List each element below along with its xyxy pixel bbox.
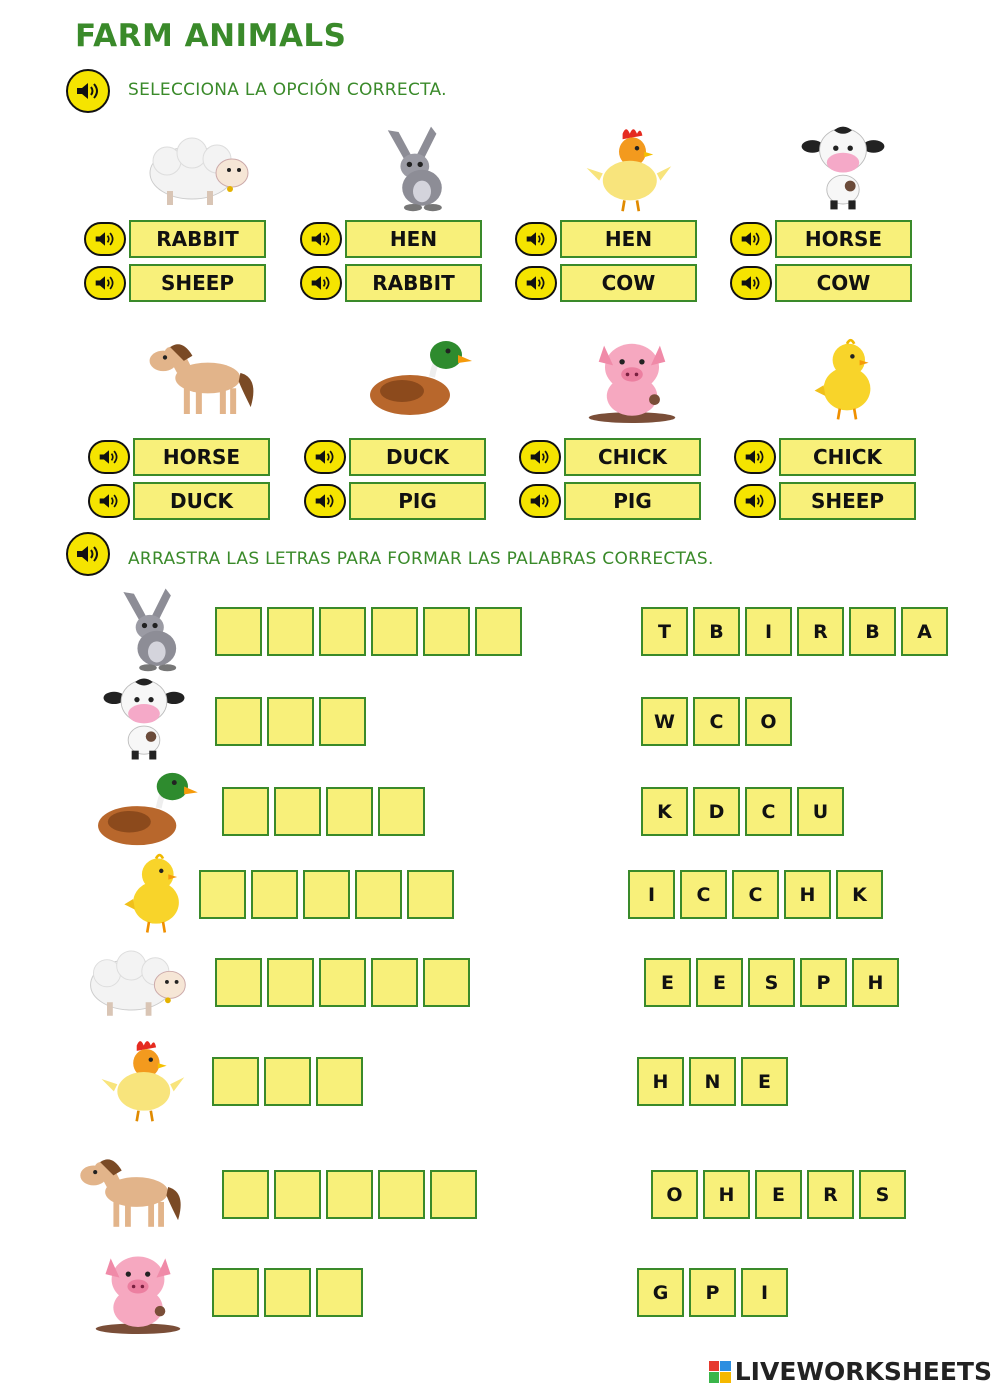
answer-slot[interactable] [264, 1268, 311, 1317]
speaker-icon[interactable] [66, 532, 110, 576]
speaker-icon[interactable] [84, 266, 126, 300]
duck-picture [84, 763, 204, 855]
cow-picture [775, 122, 910, 214]
letter-tile[interactable]: E [644, 958, 691, 1007]
option-pig-button[interactable]: PIG [349, 482, 486, 520]
answer-slot[interactable] [303, 870, 350, 919]
cow-picture [84, 673, 204, 765]
horse-picture [133, 332, 268, 424]
chick-icon [787, 333, 907, 423]
option-pig-button[interactable]: PIG [564, 482, 701, 520]
option-chick-button[interactable]: CHICK [779, 438, 916, 476]
option-horse-button[interactable]: HORSE [133, 438, 270, 476]
answer-slot[interactable] [215, 607, 262, 656]
answer-slot[interactable] [423, 958, 470, 1007]
option-duck-button[interactable]: DUCK [349, 438, 486, 476]
option-sheep-button[interactable]: SHEEP [779, 482, 916, 520]
speaker-icon[interactable] [300, 222, 342, 256]
hen-icon [568, 123, 688, 213]
answer-slot[interactable] [430, 1170, 477, 1219]
letter-tile[interactable]: B [693, 607, 740, 656]
sheep-icon [78, 936, 194, 1024]
rabbit-icon [90, 585, 206, 673]
answer-slot[interactable] [215, 697, 262, 746]
option-horse-button[interactable]: HORSE [775, 220, 912, 258]
letter-tile[interactable]: I [628, 870, 675, 919]
answer-slot[interactable] [222, 1170, 269, 1219]
pig-picture [78, 1244, 198, 1336]
pig-icon [80, 1246, 196, 1334]
letter-tile[interactable]: N [689, 1057, 736, 1106]
hen-picture [82, 1033, 202, 1125]
speaker-icon[interactable] [730, 266, 772, 300]
hen-picture [560, 122, 695, 214]
answer-slot[interactable] [267, 607, 314, 656]
answer-slot[interactable] [371, 958, 418, 1007]
logo-mark-icon [709, 1361, 731, 1383]
letter-tile[interactable]: C [732, 870, 779, 919]
answer-slot[interactable] [319, 607, 366, 656]
answer-slot[interactable] [319, 958, 366, 1007]
answer-slot[interactable] [371, 607, 418, 656]
horse-picture [70, 1146, 190, 1238]
speaker-icon[interactable] [515, 266, 557, 300]
letter-tile[interactable]: B [849, 607, 896, 656]
option-duck-button[interactable]: DUCK [133, 482, 270, 520]
answer-slot[interactable] [326, 787, 373, 836]
letter-tile[interactable]: K [641, 787, 688, 836]
answer-slot[interactable] [407, 870, 454, 919]
option-hen-button[interactable]: HEN [345, 220, 482, 258]
letter-tile[interactable]: C [680, 870, 727, 919]
letter-tile[interactable]: U [797, 787, 844, 836]
answer-slot[interactable] [319, 697, 366, 746]
answer-slot[interactable] [274, 787, 321, 836]
sheep-picture [76, 934, 196, 1026]
answer-slot[interactable] [326, 1170, 373, 1219]
answer-slot[interactable] [222, 787, 269, 836]
option-chick-button[interactable]: CHICK [564, 438, 701, 476]
speaker-icon[interactable] [66, 69, 110, 113]
page-title: FARM ANIMALS [75, 18, 347, 54]
hen-icon [84, 1035, 200, 1123]
speaker-icon[interactable] [88, 484, 130, 518]
chick-icon [98, 848, 214, 936]
answer-slot[interactable] [316, 1268, 363, 1317]
letter-tile[interactable]: E [755, 1170, 802, 1219]
speaker-icon[interactable] [88, 440, 130, 474]
answer-slot[interactable] [264, 1057, 311, 1106]
rabbit-picture [345, 122, 480, 214]
speaker-icon[interactable] [519, 484, 561, 518]
chick-picture [779, 332, 914, 424]
answer-slot[interactable] [199, 870, 246, 919]
letter-tile[interactable]: E [696, 958, 743, 1007]
letter-tile[interactable]: O [745, 697, 792, 746]
letter-tile[interactable]: W [641, 697, 688, 746]
cow-icon [783, 123, 903, 213]
option-hen-button[interactable]: HEN [560, 220, 697, 258]
letter-tile[interactable]: H [637, 1057, 684, 1106]
letter-tile[interactable]: O [651, 1170, 698, 1219]
letter-tile[interactable]: T [641, 607, 688, 656]
letter-tile[interactable]: C [745, 787, 792, 836]
sheep-icon [137, 123, 257, 213]
letter-tile[interactable]: H [852, 958, 899, 1007]
answer-slot[interactable] [378, 787, 425, 836]
answer-slot[interactable] [423, 607, 470, 656]
option-cow-button[interactable]: COW [775, 264, 912, 302]
speaker-icon[interactable] [515, 222, 557, 256]
letter-tile[interactable]: I [745, 607, 792, 656]
answer-slot[interactable] [316, 1057, 363, 1106]
letter-tile[interactable]: H [703, 1170, 750, 1219]
letter-tile[interactable]: E [741, 1057, 788, 1106]
chick-picture [96, 846, 216, 938]
letter-tile[interactable]: H [784, 870, 831, 919]
letter-tile[interactable]: A [901, 607, 948, 656]
letter-tile[interactable]: P [800, 958, 847, 1007]
option-rabbit-button[interactable]: RABBIT [129, 220, 266, 258]
answer-slot[interactable] [212, 1057, 259, 1106]
letter-tile[interactable]: S [748, 958, 795, 1007]
answer-slot[interactable] [378, 1170, 425, 1219]
answer-slot[interactable] [267, 958, 314, 1007]
answer-slot[interactable] [274, 1170, 321, 1219]
instruction-select: SELECCIONA LA OPCIÓN CORRECTA. [128, 80, 447, 100]
answer-slot[interactable] [251, 870, 298, 919]
speaker-icon[interactable] [734, 440, 776, 474]
horse-icon [72, 1148, 188, 1236]
letter-tile[interactable]: I [741, 1268, 788, 1317]
letter-tile[interactable]: S [859, 1170, 906, 1219]
answer-slot[interactable] [212, 1268, 259, 1317]
speaker-icon[interactable] [304, 440, 346, 474]
answer-slot[interactable] [355, 870, 402, 919]
duck-icon [86, 765, 202, 853]
rabbit-icon [353, 123, 473, 213]
brand-text: LIVEWORKSHEETS [734, 1357, 992, 1386]
letter-tile[interactable]: K [836, 870, 883, 919]
liveworksheets-logo [709, 1357, 992, 1386]
answer-slot[interactable] [267, 697, 314, 746]
speaker-icon[interactable] [730, 222, 772, 256]
sheep-picture [129, 122, 264, 214]
answer-slot[interactable] [215, 958, 262, 1007]
horse-icon [141, 333, 261, 423]
letter-tile[interactable]: D [693, 787, 740, 836]
duck-picture [349, 332, 484, 424]
duck-icon [357, 333, 477, 423]
option-rabbit-button[interactable]: RABBIT [345, 264, 482, 302]
option-cow-button[interactable]: COW [560, 264, 697, 302]
letter-tile[interactable]: G [637, 1268, 684, 1317]
letter-tile[interactable]: R [797, 607, 844, 656]
pig-picture [564, 332, 699, 424]
speaker-icon[interactable] [84, 222, 126, 256]
instruction-drag: ARRASTRA LAS LETRAS PARA FORMAR LAS PALABRAS CORRECTAS. [128, 549, 714, 569]
pig-icon [572, 333, 692, 423]
speaker-icon[interactable] [734, 484, 776, 518]
letter-tile[interactable]: R [807, 1170, 854, 1219]
letter-tile[interactable]: P [689, 1268, 736, 1317]
rabbit-picture [88, 583, 208, 675]
option-sheep-button[interactable]: SHEEP [129, 264, 266, 302]
speaker-icon[interactable] [519, 440, 561, 474]
speaker-icon[interactable] [304, 484, 346, 518]
answer-slot[interactable] [475, 607, 522, 656]
letter-tile[interactable]: C [693, 697, 740, 746]
speaker-icon[interactable] [300, 266, 342, 300]
cow-icon [86, 675, 202, 763]
